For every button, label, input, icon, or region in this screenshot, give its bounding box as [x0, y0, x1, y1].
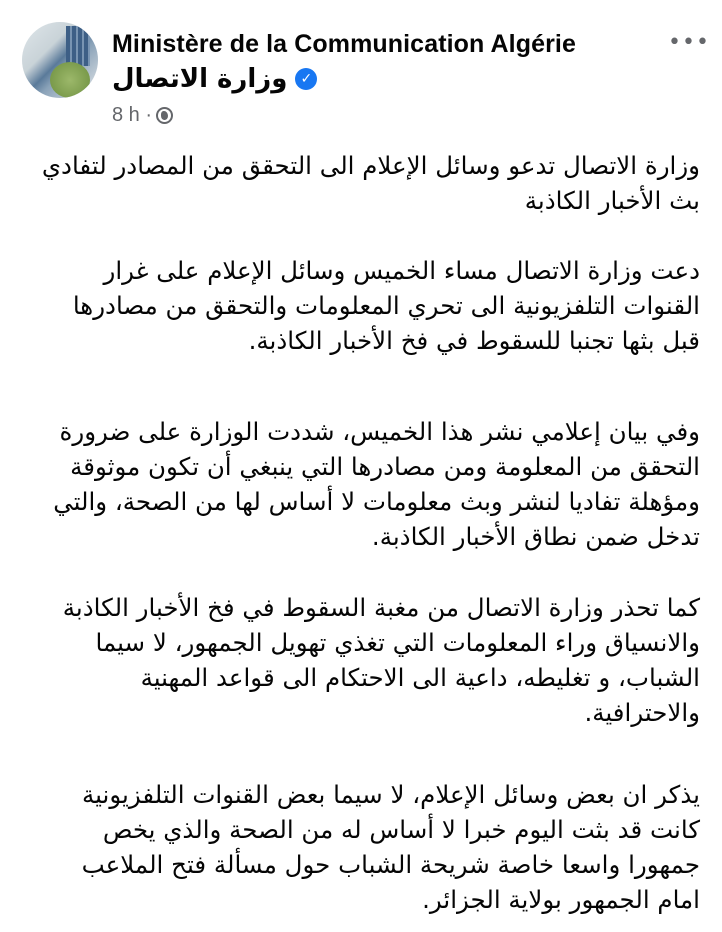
- post-paragraph: [20, 590, 700, 730]
- text-line: والانسياق وراء المعلومات التي تغذي تهويل الجمهور، لا سيما: [95, 628, 700, 657]
- text-line: امام الجمهور بولاية الجزائر.: [422, 885, 700, 914]
- text-line: كانت قد بثت اليوم خبرا لا أساس له من الصحة والذي يخص: [102, 815, 700, 844]
- post-time[interactable]: 8 h ·: [112, 104, 153, 126]
- text-line: ومؤهلة تفاديا لنشر وبث معلومات لا أساس لها من الصحة، والتي: [53, 487, 700, 516]
- page-name[interactable]: Ministère de la Communication Algérie: [112, 30, 576, 58]
- text-line: قبل بثها تجنبا للسقوط في فخ الأخبار الكاذبة.: [248, 326, 700, 355]
- verified-badge-icon: ✓: [295, 68, 317, 90]
- text-line: جمهورا واسعا خاصة شريحة الشباب حول مسألة فتح الملاعب: [81, 850, 700, 879]
- text-line: الشباب، و تغليطه، داعية الى الاحتكام الى قواعد المهنية: [140, 663, 700, 692]
- tree-image: [50, 62, 90, 98]
- page-name-arabic-row: [112, 64, 317, 94]
- post-paragraph: [20, 414, 700, 554]
- text-line: بث الأخبار الكاذبة: [524, 186, 700, 215]
- post-meta: [112, 104, 173, 127]
- text-line: دعت وزارة الاتصال مساء الخميس وسائل الإعلام على غرار: [103, 256, 700, 285]
- post-headline: [20, 148, 700, 218]
- page-name-arabic[interactable]: وزارة الاتصال: [112, 64, 288, 94]
- text-line: كما تحذر وزارة الاتصال من مغبة السقوط في فخ الأخبار الكاذبة: [62, 593, 700, 622]
- text-line: القنوات التلفزيونية الى تحري المعلومات والتحقق من مصادرها: [72, 291, 700, 320]
- page-avatar[interactable]: [22, 22, 98, 98]
- post-paragraph: [20, 777, 700, 917]
- text-line: تدخل ضمن نطاق الأخبار الكاذبة.: [371, 522, 700, 551]
- building-image: [66, 26, 90, 66]
- more-options-button[interactable]: •••: [668, 30, 710, 55]
- text-line: والاحترافية.: [584, 698, 700, 727]
- post-paragraph: [20, 253, 700, 358]
- text-line: التحقق من المعلومة ومن مصادرها التي ينبغي أن تكون موثوقة: [70, 452, 700, 481]
- text-line: وزارة الاتصال تدعو وسائل الإعلام الى التحقق من المصادر لتفادي: [41, 151, 700, 180]
- text-line: يذكر ان بعض وسائل الإعلام، لا سيما بعض القنوات التلفزيونية: [82, 780, 700, 809]
- globe-icon: [156, 107, 173, 124]
- text-line: وفي بيان إعلامي نشر هذا الخميس، شددت الوزارة على ضرورة: [59, 417, 700, 446]
